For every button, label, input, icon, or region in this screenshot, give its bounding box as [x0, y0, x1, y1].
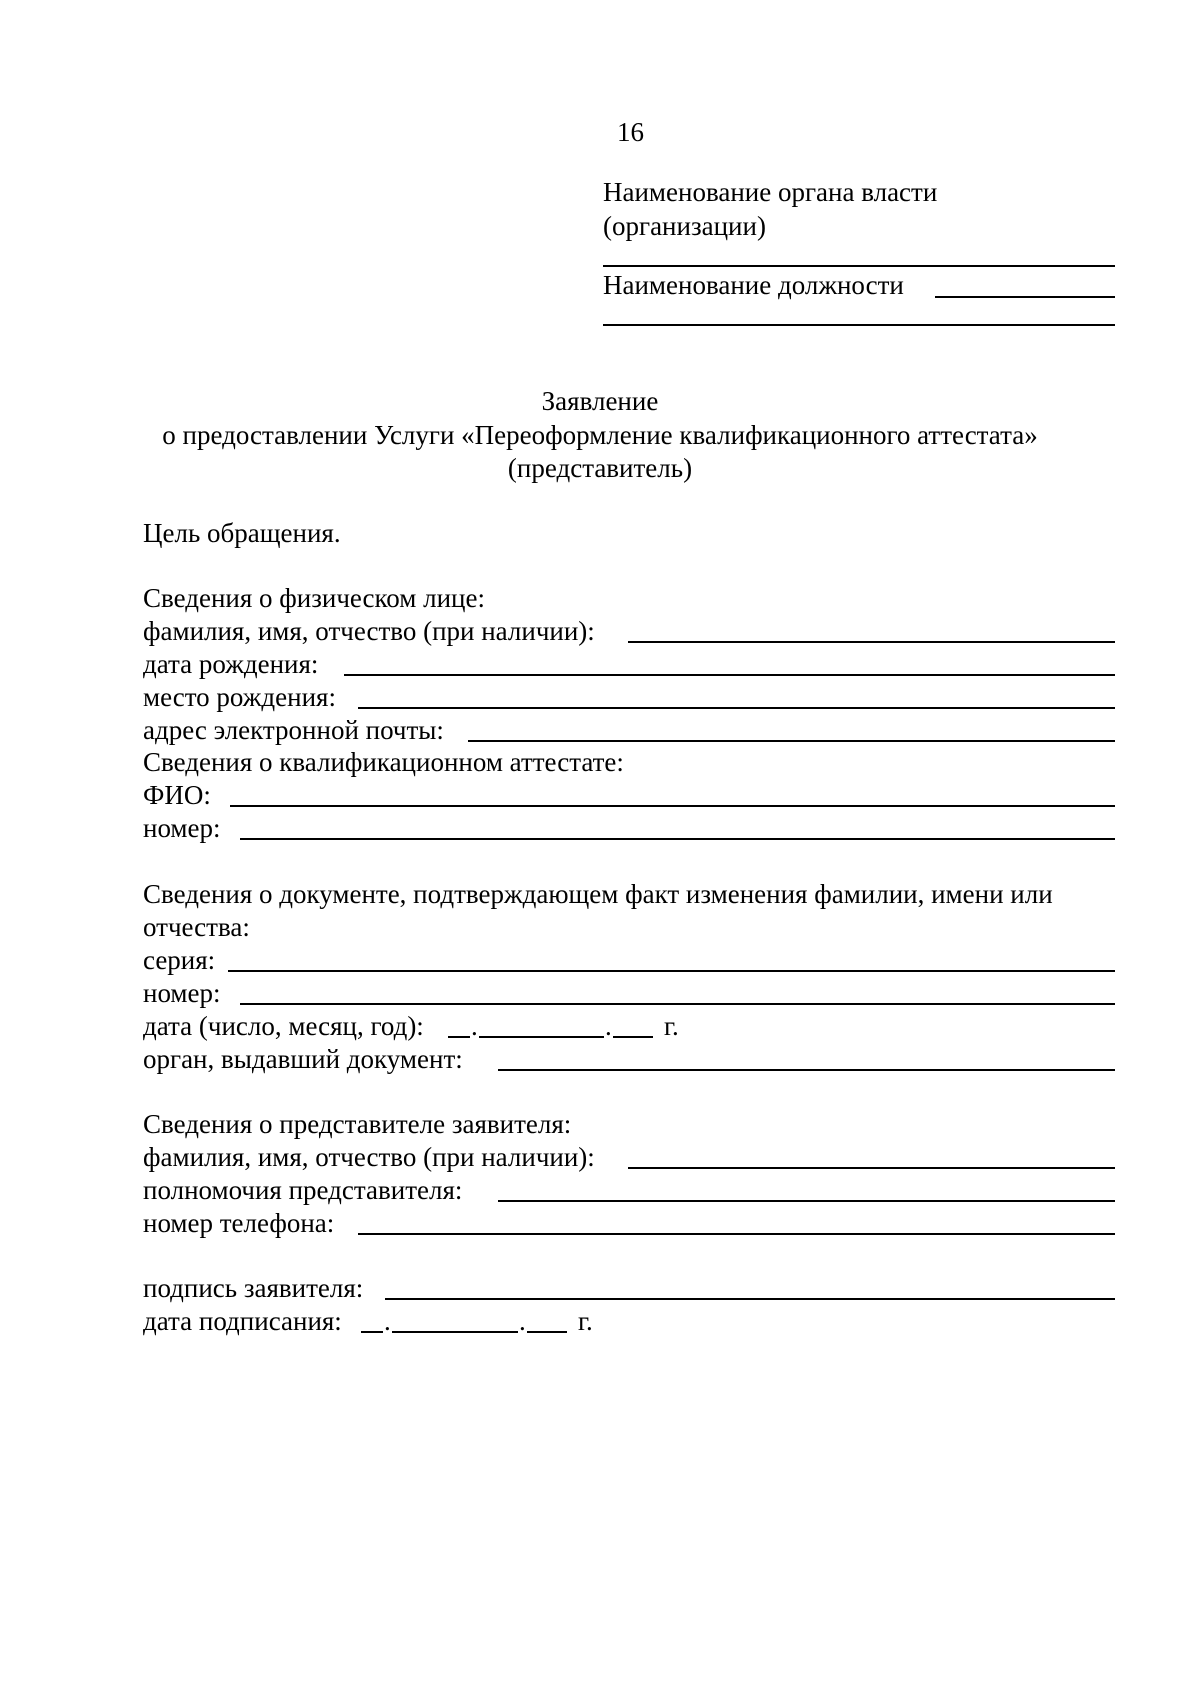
- email-field[interactable]: [468, 740, 1115, 742]
- doc-series-field[interactable]: [228, 970, 1115, 972]
- name-change-doc-heading-cont: отчества:: [143, 912, 250, 942]
- certificate-number-field[interactable]: [240, 838, 1115, 840]
- representative-powers-label: полномочия представителя:: [143, 1175, 463, 1205]
- doc-date-row: [143, 1010, 1115, 1042]
- representative-phone-row: [143, 1207, 1115, 1239]
- doc-date-month-field[interactable]: [479, 1036, 604, 1038]
- representative-fio-row: [143, 1141, 1115, 1173]
- person-fio-field[interactable]: [628, 641, 1115, 643]
- sign-date-year-suffix: г.: [578, 1306, 593, 1336]
- authority-name-field[interactable]: [603, 265, 1115, 267]
- sign-date-label: дата подписания:: [143, 1306, 342, 1336]
- representative-phone-field[interactable]: [358, 1233, 1115, 1235]
- doc-issuer-field[interactable]: [498, 1069, 1115, 1071]
- doc-date-label: дата (число, месяц, год):: [143, 1011, 424, 1041]
- birth-place-field[interactable]: [358, 707, 1115, 709]
- signature-label: подпись заявителя:: [143, 1273, 364, 1303]
- sign-date-month-field[interactable]: [392, 1331, 518, 1333]
- birth-date-label: дата рождения:: [143, 649, 319, 679]
- representative-powers-row: [143, 1174, 1115, 1206]
- doc-series-row: [143, 944, 1115, 976]
- doc-series-label: серия:: [143, 945, 216, 975]
- representative-phone-label: номер телефона:: [143, 1208, 335, 1238]
- authority-name-label: Наименование органа власти: [603, 177, 938, 207]
- doc-issuer-label: орган, выдавший документ:: [143, 1044, 463, 1074]
- person-fio-row: [143, 615, 1115, 647]
- purpose-label: Цель обращения.: [143, 518, 341, 548]
- representative-fio-field[interactable]: [628, 1167, 1115, 1169]
- sign-date-separator-2: .: [519, 1306, 526, 1336]
- certificate-fio-field[interactable]: [230, 805, 1115, 807]
- doc-number-field[interactable]: [240, 1003, 1115, 1005]
- doc-date-year-field[interactable]: [613, 1036, 653, 1038]
- doc-number-row: [143, 977, 1115, 1009]
- doc-date-separator: .: [471, 1011, 478, 1041]
- position-field[interactable]: [935, 296, 1115, 298]
- signature-row: [143, 1272, 1115, 1304]
- doc-date-year-suffix: г.: [664, 1011, 679, 1041]
- position-label: Наименование должности: [603, 270, 904, 300]
- certificate-number-row: [143, 812, 1115, 844]
- certificate-fio-label: ФИО:: [143, 780, 211, 810]
- name-change-doc-heading: Сведения о документе, подтверждающем факт изменения фамилии, имени или: [143, 879, 1053, 909]
- certificate-section-heading: Сведения о квалификационном аттестате:: [143, 747, 624, 777]
- doc-issuer-row: [143, 1043, 1115, 1075]
- doc-number-label: номер:: [143, 978, 221, 1008]
- position-field-2[interactable]: [603, 324, 1115, 326]
- sign-date-row: [143, 1305, 1115, 1337]
- certificate-number-label: номер:: [143, 813, 221, 843]
- document-subtitle-note: (представитель): [507, 453, 693, 483]
- sign-date-separator: .: [384, 1306, 391, 1336]
- person-section-heading: Сведения о физическом лице:: [143, 583, 485, 613]
- sign-date-year-field[interactable]: [527, 1331, 567, 1333]
- page-number: 16: [617, 117, 644, 147]
- representative-fio-label: фамилия, имя, отчество (при наличии):: [143, 1142, 595, 1172]
- birth-place-label: место рождения:: [143, 682, 336, 712]
- signature-field[interactable]: [385, 1298, 1115, 1300]
- certificate-fio-row: [143, 779, 1115, 811]
- email-row: [143, 714, 1115, 746]
- representative-powers-field[interactable]: [498, 1200, 1115, 1202]
- document-title: Заявление: [541, 386, 659, 416]
- sign-date-day-field[interactable]: [361, 1331, 383, 1333]
- person-fio-label: фамилия, имя, отчество (при наличии):: [143, 616, 595, 646]
- doc-date-day-field[interactable]: [448, 1036, 470, 1038]
- doc-date-separator-2: .: [605, 1011, 612, 1041]
- birth-date-field[interactable]: [344, 674, 1115, 676]
- representative-section-heading: Сведения о представителе заявителя:: [143, 1109, 572, 1139]
- birth-date-row: [143, 648, 1115, 680]
- birth-place-row: [143, 681, 1115, 713]
- authority-name-label-cont: (организации): [603, 211, 766, 241]
- email-label: адрес электронной почты:: [143, 715, 444, 745]
- document-subtitle: о предоставлении Услуги «Переоформление квалификационного аттестата»: [162, 420, 1038, 450]
